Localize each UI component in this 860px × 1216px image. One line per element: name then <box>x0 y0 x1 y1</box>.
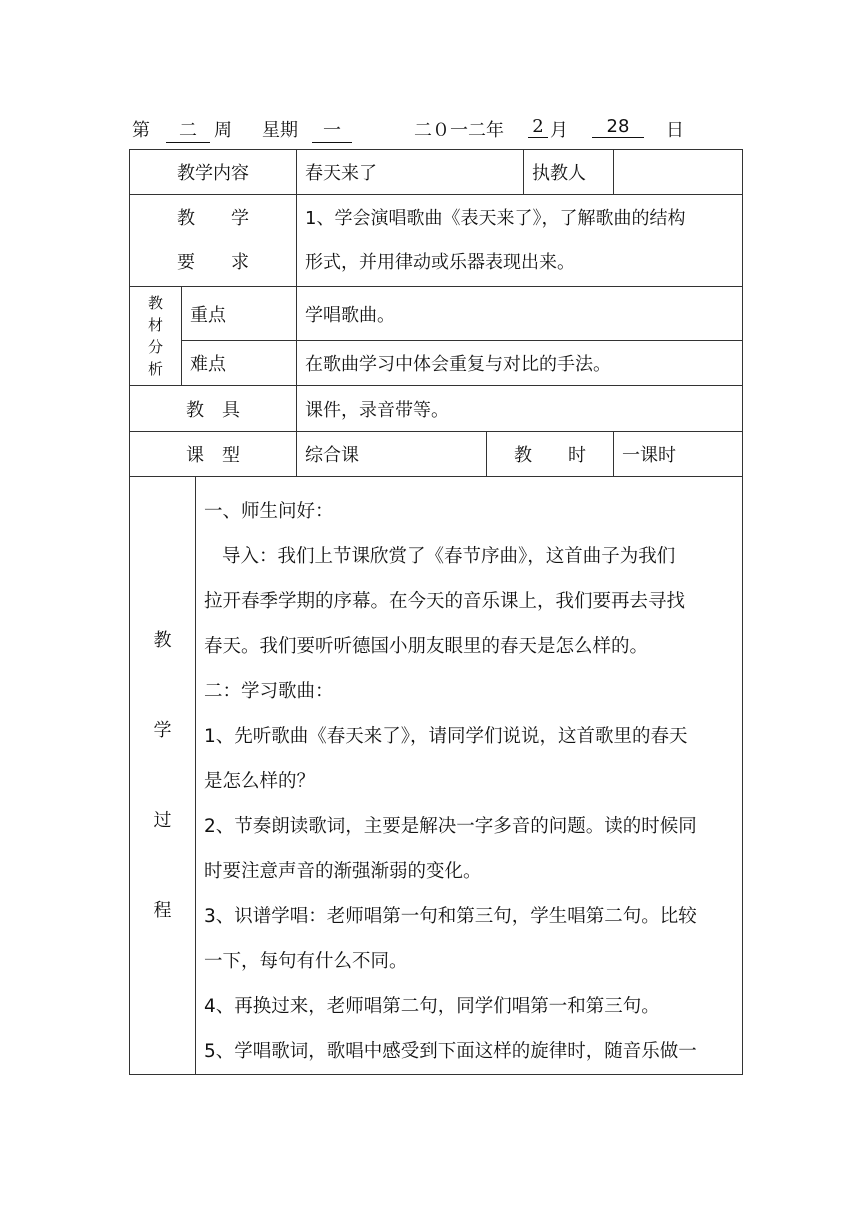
process-line: 一、师生问好： <box>204 501 334 522</box>
content-value: 春天来了 <box>297 150 524 195</box>
process-line: 拉开春季学期的序幕。在今天的音乐课上，我们要再去寻找 <box>204 591 686 612</box>
analysis-char-2: 材 <box>147 316 163 334</box>
hours-value: 一课时 <box>614 432 743 477</box>
date-header <box>130 112 750 142</box>
process-char-2: 学 <box>153 719 172 741</box>
process-line: 1、先听歌曲《春天来了》，请同学们说说，这首歌里的春天 <box>204 726 688 747</box>
weekday-prefix: 星期 <box>262 120 298 141</box>
process-char-1: 教 <box>153 629 172 651</box>
tools-value: 课件，录音带等。 <box>297 386 743 432</box>
difficulty-value: 在歌曲学习中体会重复与对比的手法。 <box>297 341 743 386</box>
analysis-char-3: 分 <box>147 338 163 356</box>
requirements-label-line-1: 教 学 <box>177 207 249 229</box>
type-value: 综合课 <box>297 432 487 477</box>
month-value: 2 <box>528 116 548 138</box>
process-char-3: 过 <box>153 809 172 831</box>
process-line: 是怎么样的？ <box>204 771 316 792</box>
type-row <box>130 432 743 477</box>
week-prefix: 第 <box>132 120 150 141</box>
process-char-4: 程 <box>153 899 172 921</box>
process-line: 二：学习歌曲： <box>204 681 334 702</box>
analysis-char-1: 教 <box>147 294 163 312</box>
requirements-label <box>130 195 297 287</box>
content-row <box>130 150 743 195</box>
hours-label: 教 时 <box>487 432 614 477</box>
process-line: 春天。我们要听听德国小朋友眼里的春天是怎么样的。 <box>204 636 649 657</box>
type-label: 课 型 <box>130 432 297 477</box>
process-line: 5、学唱歌词，歌唱中感受到下面这样的旋律时，随音乐做一 <box>204 1041 697 1062</box>
week-suffix: 周 <box>214 120 232 141</box>
year-text: 二０一二年 <box>414 120 504 141</box>
process-line: 一下，每句有什么不同。 <box>204 951 408 972</box>
tools-label: 教 具 <box>130 386 297 432</box>
process-line: 2、节奏朗读歌词，主要是解决一字多音的问题。读的时候同 <box>204 816 697 837</box>
key-label: 重点 <box>182 287 297 341</box>
week-value: 二 <box>166 116 210 143</box>
key-value: 学唱歌曲。 <box>297 287 743 341</box>
requirements-value <box>297 195 743 287</box>
process-row <box>130 477 743 1075</box>
difficulty-label: 难点 <box>182 341 297 386</box>
process-line: 时要注意声音的渐强渐弱的变化。 <box>204 861 482 882</box>
tools-row <box>130 386 743 432</box>
process-content <box>196 477 743 1075</box>
process-line: 导入：我们上节课欣赏了《春节序曲》，这首曲子为我们 <box>222 546 676 567</box>
analysis-char-4: 析 <box>147 360 163 378</box>
process-line: 3、识谱学唱：老师唱第一句和第三句，学生唱第二句。比较 <box>204 906 697 927</box>
day-value: 28 <box>592 116 644 138</box>
teacher-value <box>614 150 743 195</box>
difficulty-row <box>130 341 743 386</box>
day-suffix: 日 <box>666 120 684 141</box>
content-label: 教学内容 <box>130 150 297 195</box>
requirements-line-1: 1、学会演唱歌曲《表天来了》，了解歌曲的结构 <box>305 207 686 229</box>
requirements-row <box>130 195 743 287</box>
process-label <box>130 477 196 1075</box>
key-point-row <box>130 287 743 341</box>
teacher-label: 执教人 <box>524 150 614 195</box>
weekday-value: 一 <box>312 116 352 143</box>
lesson-plan-table <box>129 149 743 1075</box>
month-suffix: 月 <box>550 120 568 141</box>
analysis-label <box>130 287 182 386</box>
requirements-label-line-2: 要 求 <box>177 251 249 273</box>
process-line: 4、再换过来，老师唱第二句，同学们唱第一和第三句。 <box>204 996 660 1017</box>
requirements-line-2: 形式，并用律动或乐器表现出来。 <box>305 251 576 273</box>
